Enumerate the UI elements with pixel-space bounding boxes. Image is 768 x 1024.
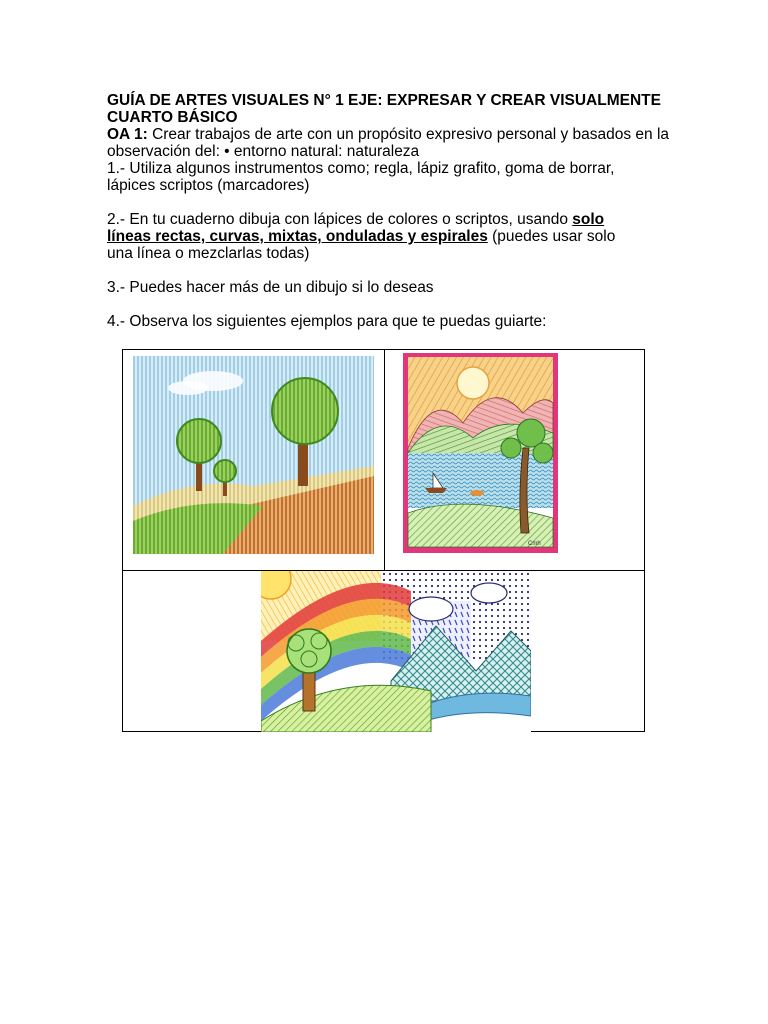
objective-text-2: observación del: • entorno natural: naturaleza [107,143,420,160]
item-1-line-1: 1.- Utiliza algunos instrumentos como; regla, lápiz grafito, goma de borrar, [107,160,615,177]
example-image-trees [133,356,374,554]
objective [107,126,670,143]
example-image-mountains [403,353,558,553]
worksheet-text [107,92,670,330]
objective-label: OA 1: [107,126,148,143]
item-2-text-2: (puedes usar solo [487,228,616,245]
item-2-line-3: una línea o mezclarlas todas) [107,245,310,262]
example-image-rainbow [261,571,531,732]
examples-table [122,349,645,732]
item-2-line-2 [107,228,667,245]
title-line-2: CUARTO BÁSICO [107,109,238,126]
title-line-1: GUÍA DE ARTES VISUALES N° 1 EJE: EXPRESAR Y CREAR VISUALMENTE [107,92,661,109]
item-4: 4.- Observa los siguientes ejemplos para que te puedas guiarte: [107,313,547,330]
item-2-emphasis: solo [572,211,605,228]
artist-signature: Cmh [528,541,541,547]
item-1-line-2: lápices scriptos (marcadores) [107,177,310,194]
item-3: 3.- Puedes hacer más de un dibujo si lo deseas [107,279,434,296]
item-2-line-1 [107,211,667,228]
item-2-text: 2.- En tu cuaderno dibuja con lápices de colores o scriptos, usando [107,211,573,228]
item-2-emphasis-2: líneas rectas, curvas, mixtas, onduladas y espirales [107,228,488,245]
objective-text: Crear trabajos de arte con un propósito expresivo personal y basados en la [147,126,670,143]
